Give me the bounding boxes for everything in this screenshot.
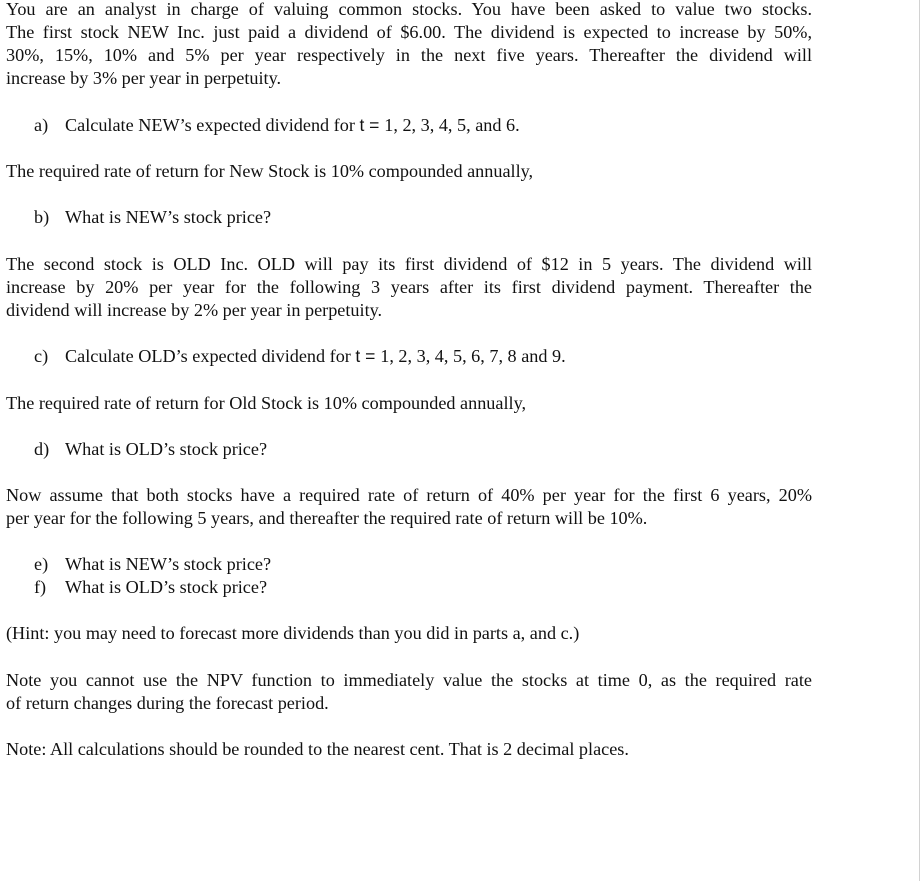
question-c-marker: c) [34,346,49,366]
question-f-marker: f) [34,577,47,597]
question-e-marker: e) [34,554,49,574]
question-e [34,553,271,576]
npv-note-line-1: Note you cannot use the NPV function to immediately value the stocks at time 0, as the required rate [6,670,812,690]
assumption-line-1: Now assume that both stocks have a required rate of return of 40% per year for the first 6 years, 20% [6,485,812,505]
old-intro-line-1: The second stock is OLD Inc. OLD will pay its first dividend of $12 in 5 years. The dividend will [6,254,812,274]
question-a-equals: = [364,115,385,135]
old-intro-line-3: dividend will increase by 2% per year in perpetuity. [6,300,383,320]
question-c-text: Calculate OLD’s expected dividend for [65,346,356,366]
intro-line-3: 30%, 15%, 10% and 5% per year respectively in the next five years. Thereafter the dividend will [6,45,812,65]
question-a [34,114,520,137]
question-a-values: 1, 2, 3, 4, 5, and 6. [384,115,520,135]
question-c-values: 1, 2, 3, 4, 5, 6, 7, 8 and 9. [380,346,566,366]
intro-line-2: The first stock NEW Inc. just paid a dividend of $6.00. The dividend is expected to increase by 50%, [6,22,812,42]
old-intro-line-2: increase by 20% per year for the following 3 years after its first dividend payment. Thereafter the [6,277,812,297]
question-a-text: Calculate NEW’s expected dividend for [65,115,360,135]
question-e-text: What is NEW’s stock price? [65,554,272,574]
question-a-variable: t [359,115,365,135]
npv-note-paragraph [6,669,812,715]
page-edge-divider [919,0,920,881]
assumption-paragraph [6,484,812,530]
assumption-line-2: per year for the following 5 years, and thereafter the required rate of return will be 10%. [6,508,648,528]
question-f-text: What is OLD’s stock price? [65,577,268,597]
question-b-text: What is NEW’s stock price? [65,207,272,227]
old-rate-paragraph: The required rate of return for Old Stock is 10% compounded annually, [6,393,527,413]
question-b [34,206,271,229]
question-c-equals: = [360,346,381,366]
rounding-note-paragraph: Note: All calculations should be rounded to the nearest cent. That is 2 decimal places. [6,739,629,759]
question-d [34,438,267,461]
question-c-variable: t [355,346,361,366]
intro-line-4: increase by 3% per year in perpetuity. [6,68,282,88]
new-rate-paragraph: The required rate of return for New Stock is 10% compounded annually, [6,161,534,181]
npv-note-line-2: of return changes during the forecast period. [6,693,329,713]
intro-paragraph [6,0,812,90]
intro-line-1: You are an analyst in charge of valuing common stocks. You have been asked to value two stocks. [6,0,812,19]
hint-paragraph: (Hint: you may need to forecast more dividends than you did in parts a, and c.) [6,623,580,643]
question-d-marker: d) [34,439,50,459]
question-c [34,345,566,368]
question-a-marker: a) [34,115,49,135]
question-d-text: What is OLD’s stock price? [65,439,268,459]
question-f [34,576,267,599]
old-intro-paragraph [6,253,812,322]
question-b-marker: b) [34,207,50,227]
